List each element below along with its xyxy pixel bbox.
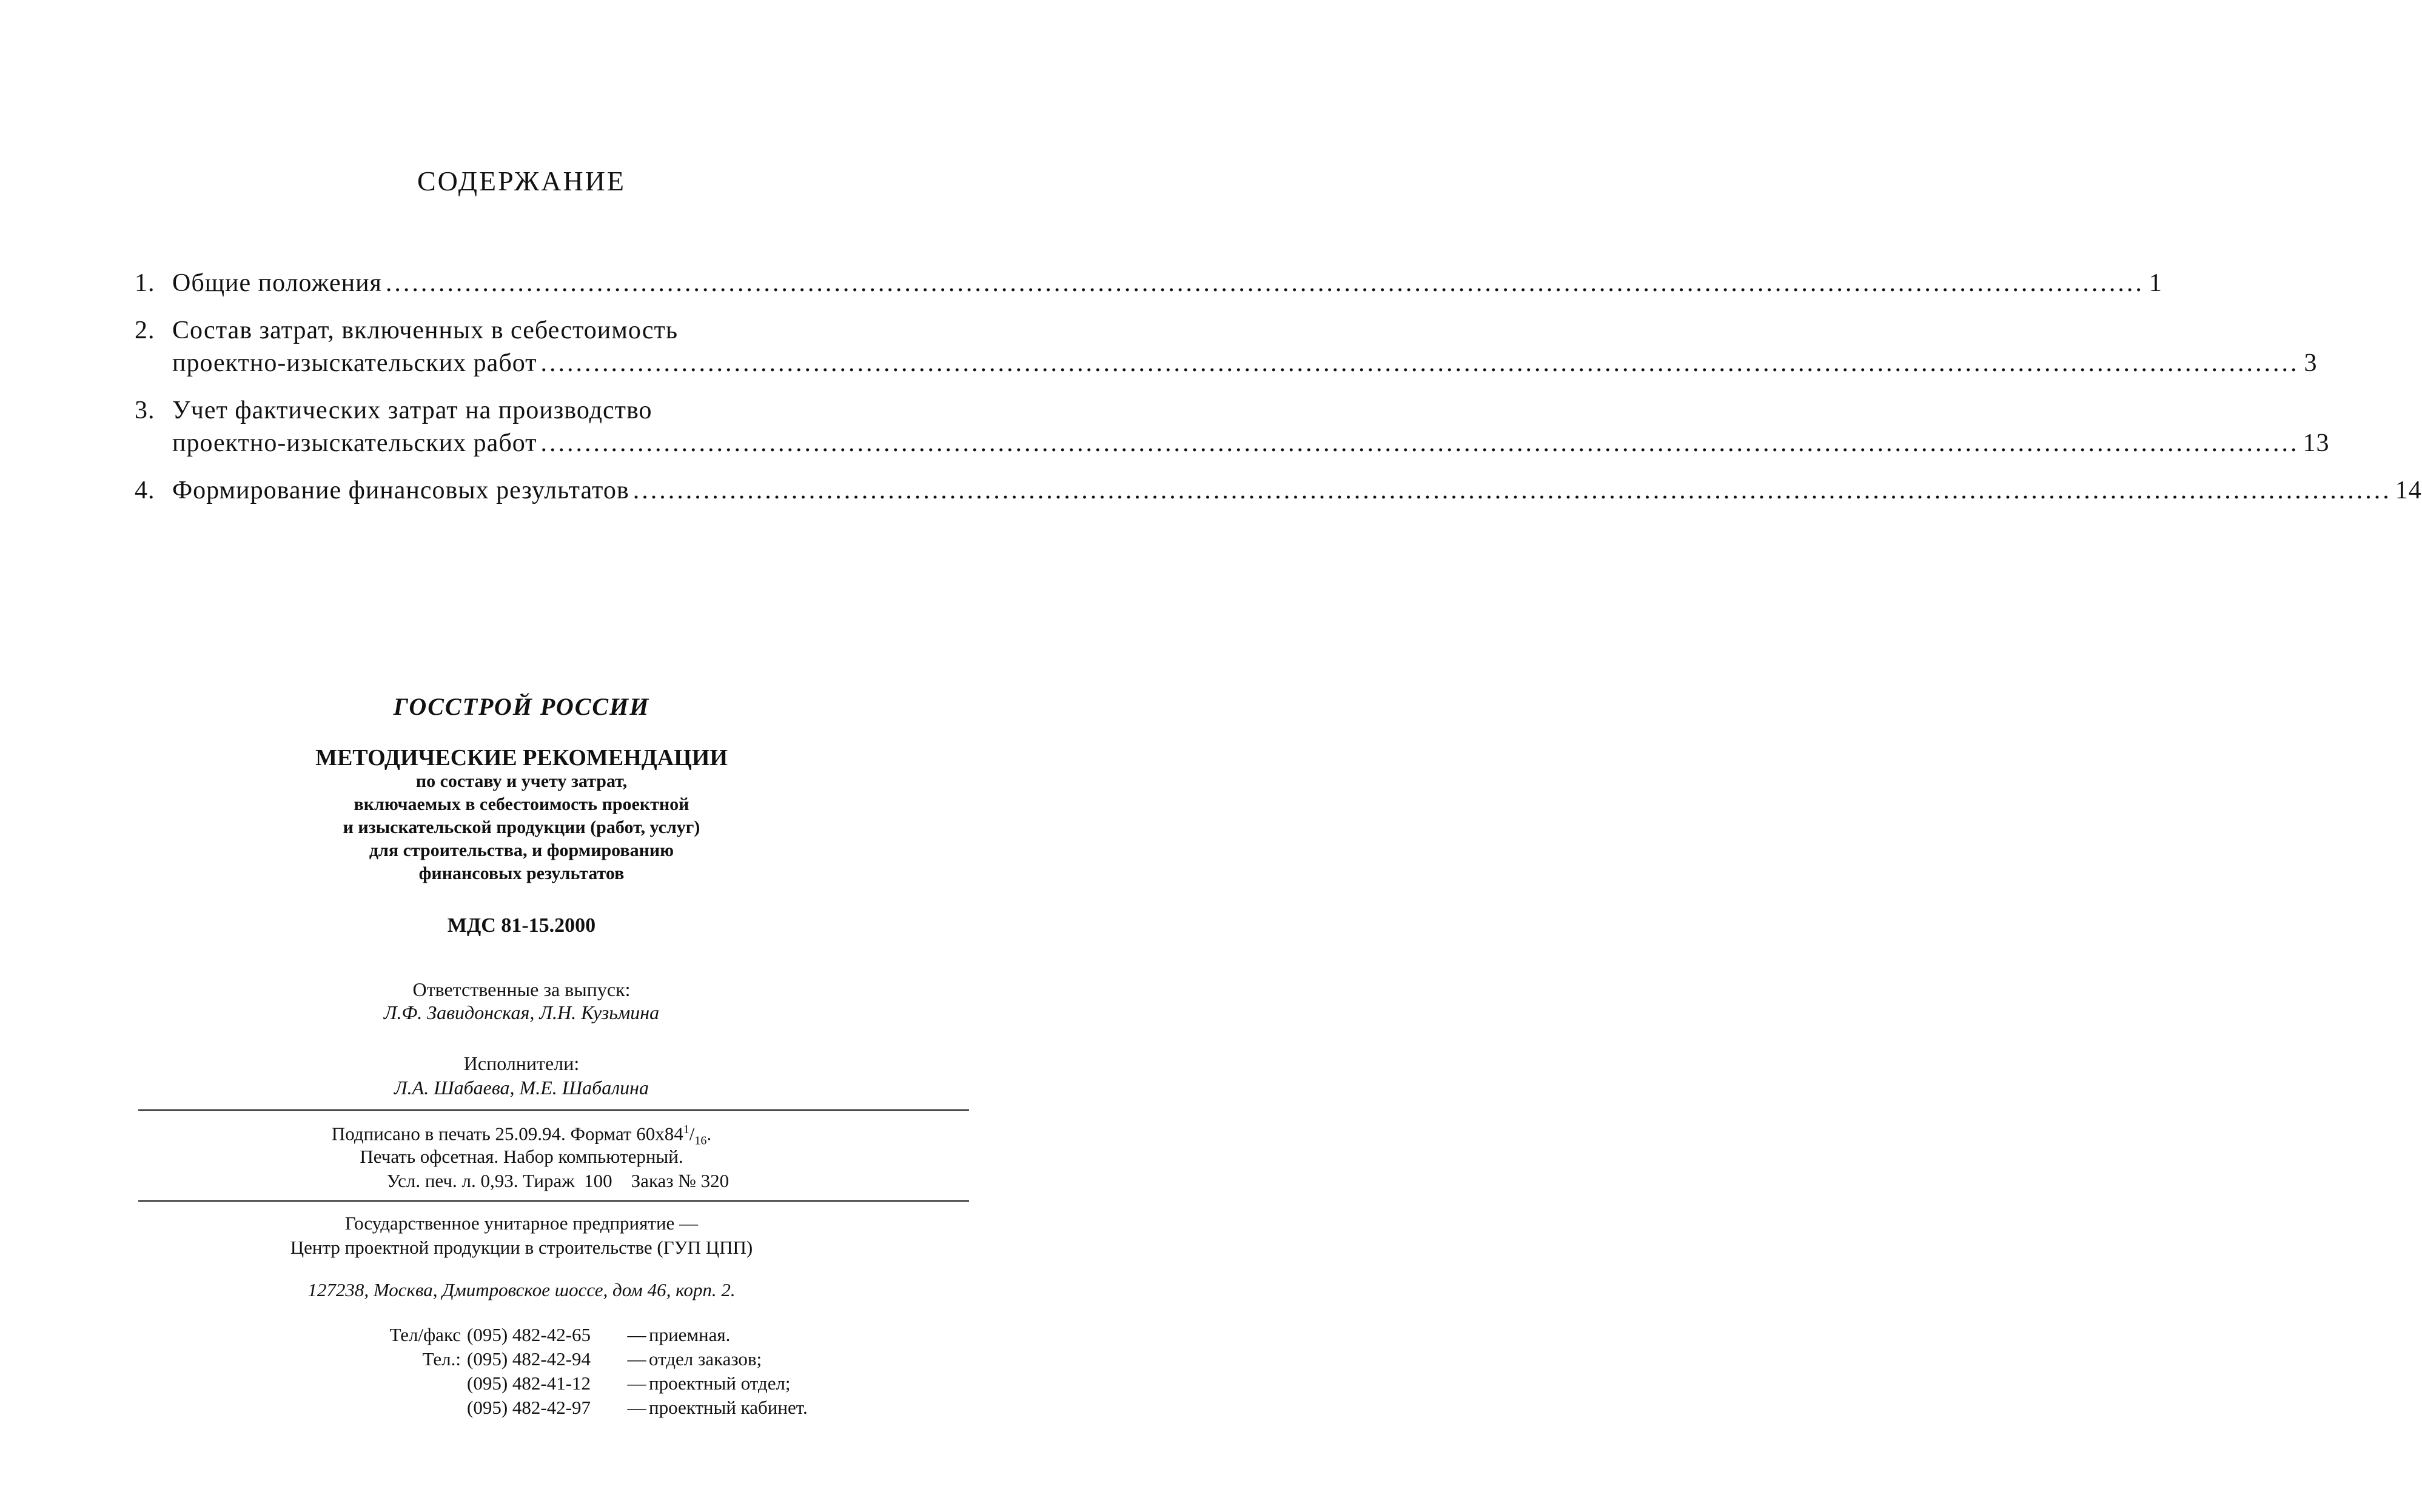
- publisher-address: 127238, Москва, Дмитровское шоссе, дом 46, корп. 2.: [307, 1279, 736, 1300]
- subtitle-line: для строительства, и формированию: [369, 840, 674, 860]
- contact-row: Тел/факс (095) 482-42-65 — приемная.: [389, 1324, 731, 1345]
- toc-leader-dots: ........................................................................................................................................................................................................: [540, 429, 2300, 457]
- print-info-line: Усл. печ. л. 0,93. Тираж 100 Заказ № 320: [386, 1170, 730, 1191]
- divider-line: [138, 1109, 969, 1111]
- toc-entry-number: 4.: [135, 477, 155, 504]
- publisher-line: Государственное унитарное предприятие —: [344, 1213, 699, 1234]
- toc-entry-text: Состав затрат, включенных в себестоимость: [172, 316, 679, 344]
- toc-entry-page: 3: [2304, 349, 2318, 377]
- subtitle-line: финансовых результатов: [418, 863, 625, 883]
- contact-phones: [364, 1323, 808, 1420]
- divider-line: [138, 1200, 969, 1202]
- toc-entry-page: 13: [2303, 429, 2330, 457]
- toc-entry-text: Формирование финансовых результатов: [172, 477, 629, 504]
- toc-entry-text-continued: проектно-изыскательских работ: [172, 429, 537, 457]
- toc-leader-dots: ........................................................................................................................................................................................................: [385, 269, 2144, 297]
- responsible-label: Ответственные за выпуск:: [412, 978, 631, 1000]
- toc-entry-number: 1.: [135, 269, 155, 297]
- subtitle-line: по составу и учету затрат,: [415, 771, 628, 791]
- toc-entry-text: Общие положения: [172, 269, 382, 297]
- executors-label: Исполнители:: [463, 1052, 580, 1074]
- publisher-line: Центр проектной продукции в строительстве (ГУП ЦПП): [290, 1237, 753, 1258]
- executors-names: Л.А. Шабаева, М.Е. Шабалина: [394, 1077, 649, 1099]
- contact-row: (095) 482-42-97 — проектный кабинет.: [467, 1397, 808, 1418]
- toc-entry: [135, 267, 2162, 299]
- print-info-line: Печать офсетная. Набор компьютерный.: [360, 1146, 683, 1167]
- organization-name: ГОССТРОЙ РОССИИ: [393, 693, 650, 720]
- toc-entry-text: Учет фактических затрат на производство: [172, 396, 652, 424]
- toc-leader-dots: ........................................................................................................................................................................................................: [540, 349, 2300, 377]
- toc-entry-text-continued: проектно-изыскательских работ: [172, 349, 537, 377]
- document-subtitle: [0, 770, 1043, 885]
- print-info-line: Подписано в печать 25.09.94. Формат $60х84^1/_{16}$.: [331, 1123, 712, 1148]
- toc-entry: [135, 314, 2318, 380]
- toc-entry-page: 14: [2395, 477, 2422, 504]
- toc-entry: [135, 474, 2422, 507]
- table-of-contents: [135, 267, 2422, 521]
- toc-entry-page: 1: [2149, 269, 2162, 297]
- toc-leader-dots: ........................................................................................................................................................................................................: [632, 477, 2392, 504]
- subtitle-line: и изыскательской продукции (работ, услуг): [343, 817, 700, 837]
- contact-row: (095) 482-41-12 — проектный отдел;: [467, 1373, 791, 1394]
- toc-entry: [135, 394, 2330, 460]
- document-title: МЕТОДИЧЕСКИЕ РЕКОМЕНДАЦИИ: [315, 745, 728, 771]
- contact-row: Тел.: (095) 482-42-94 — отдел заказов;: [422, 1348, 762, 1370]
- toc-entry-number: 3.: [135, 396, 155, 424]
- responsible-names: Л.Ф. Завидонская, Л.Н. Кузьмина: [383, 1002, 660, 1023]
- toc-entry-number: 2.: [135, 316, 155, 344]
- subtitle-line: включаемых в себестоимость проектной: [354, 794, 689, 814]
- contents-title: СОДЕРЖАНИЕ: [417, 166, 626, 196]
- document-code: МДС 81-15.2000: [447, 914, 596, 937]
